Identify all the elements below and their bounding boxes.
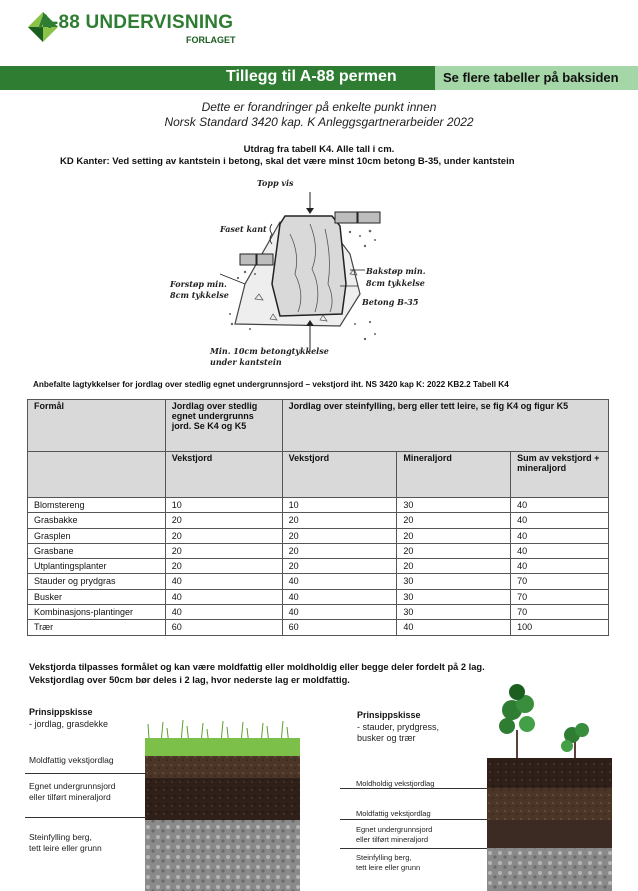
row-formal: Grasbane [28,543,166,558]
table-row [28,559,609,574]
row-formal: Stauder og prydgras [28,574,166,589]
row-value-c: 30 [397,605,511,620]
row-value-b: 20 [282,559,397,574]
header-steinfylling: Jordlag over steinfylling, berg eller tett leire, se fig K4 og figur K5 [282,400,608,452]
note-line-1: Vekstjorda tilpasses formålet og kan være moldfattig eller moldholdig eller begge deler fordelt på 2 lag. [29,662,485,672]
row-value-c: 20 [397,559,511,574]
note-line-2: Vekstjordlag over 50cm bør deles i 2 lag, hvor nederste lag er moldfattig. [29,675,350,685]
row-value-d: 40 [511,559,609,574]
left-layer-3a: Steinfylling berg, [29,832,92,842]
left-sketch-subtitle: - jordlag, grasdekke [29,719,109,729]
row-formal: Busker [28,589,166,604]
row-value-c: 30 [397,498,511,513]
label-betong: Betong B-35 [362,297,419,307]
row-formal: Grasbakke [28,513,166,528]
right-layer-3a: Egnet undergrunnsjord [356,825,433,834]
header-mineraljord: Mineraljord [397,452,511,498]
row-value-b: 40 [282,605,397,620]
right-sketch-sub-1: - stauder, prydgress, [357,722,440,732]
row-value-b: 20 [282,543,397,558]
label-min-1: Min. 10cm betongtykkelse [210,346,329,356]
right-layer-1: Moldholdig vekstjordlag [356,779,435,788]
row-value-b: 20 [282,528,397,543]
label-faset-kant: Faset kant [220,224,267,234]
row-value-d: 40 [511,498,609,513]
right-layer-4a: Steinfylling berg, [356,853,412,862]
banner-back-note: Se flere tabeller på baksiden [435,66,638,90]
header-sum: Sum av vekstjord + mineraljord [511,452,609,498]
left-layer-1: Moldfattig vekstjordlag [29,755,114,765]
left-divider-1 [25,773,147,774]
row-value-b: 40 [282,574,397,589]
row-value-c: 30 [397,574,511,589]
intro-line-2: Norsk Standard 3420 kap. K Anleggsgartnerarbeider 2022 [164,115,474,129]
row-value-b: 40 [282,589,397,604]
banner [0,66,638,90]
row-value-c: 30 [397,589,511,604]
table-row [28,528,609,543]
shrub-soil-profile-icon [487,680,612,891]
left-divider-2 [25,817,147,818]
row-value-a: 40 [165,605,282,620]
row-formal: Kombinasjons-plantinger [28,605,166,620]
row-value-d: 40 [511,513,609,528]
row-value-a: 20 [165,559,282,574]
brand-name: A-88 UNDERVISNING [38,12,234,33]
intro-line-1: Dette er forandringer på enkelte punkt innen [201,100,437,114]
brand-subtitle: FORLAGET [186,35,236,45]
header-vekstjord-1: Vekstjord [165,452,282,498]
table-row [28,605,609,620]
row-value-a: 10 [165,498,282,513]
left-layer-2b: eller tilført mineraljord [29,792,111,802]
row-value-a: 60 [165,620,282,635]
table-row [28,498,609,513]
row-value-d: 70 [511,605,609,620]
left-sketch-title: Prinsippskisse [29,707,93,717]
utdrag-heading: Utdrag fra tabell K4. Alle tall i cm. [243,144,395,155]
label-forstop-1: Forstøp min. [170,279,227,289]
banner-title: Tillegg til A-88 permen [226,68,397,85]
header-vekstjord-2: Vekstjord [282,452,397,498]
label-min-2: under kantstein [210,357,282,367]
row-formal: Utplantingsplanter [28,559,166,574]
row-value-b: 20 [282,513,397,528]
row-value-c: 20 [397,528,511,543]
row-value-c: 20 [397,543,511,558]
label-bakstop-1: Bakstøp min. [366,266,426,276]
row-value-a: 20 [165,543,282,558]
row-value-a: 40 [165,574,282,589]
table-row [28,543,609,558]
label-topp-vis: Topp vis [257,178,294,188]
right-layer-4b: tett leire eller grunn [356,863,421,872]
row-value-a: 40 [165,589,282,604]
table-caption: Anbefalte lagtykkelser for jordlag over stedlig egnet undergrunnsjord – vekstjord iht. NS 3420 kap K: 2022 KB2.2 Tabell K4 [33,380,509,389]
row-value-d: 70 [511,589,609,604]
row-value-d: 40 [511,543,609,558]
right-sketch-sub-2: busker og trær [357,733,416,743]
header-blank [28,452,166,498]
table-row [28,513,609,528]
row-value-b: 60 [282,620,397,635]
grass-soil-profile-icon [145,714,300,891]
right-layer-3b: eller tilført mineraljord [356,835,429,844]
right-divider-1 [340,788,487,789]
row-value-c: 40 [397,620,511,635]
kd-kanter-text: KD Kanter: Ved setting av kantstein i betong, skal det være minst 10cm betong B-35, under kantstein [60,156,515,167]
table-row [28,620,609,635]
row-formal: Trær [28,620,166,635]
row-value-d: 40 [511,528,609,543]
left-layer-3b: tett leire eller grunn [29,843,102,853]
row-formal: Blomstereng [28,498,166,513]
lagtykkelser-table [27,399,609,636]
row-value-d: 100 [511,620,609,635]
label-bakstop-2: 8cm tykkelse [366,278,425,288]
right-sketch-title: Prinsippskisse [357,710,421,720]
table-row [28,574,609,589]
kantstein-sketch [160,174,460,374]
header-formal: Formål [28,400,166,452]
row-formal: Grasplen [28,528,166,543]
label-forstop-2: 8cm tykkelse [170,290,229,300]
right-divider-2 [340,819,487,820]
row-value-b: 10 [282,498,397,513]
header-stedlig: Jordlag over stedlig egnet undergrunns jord. Se K4 og K5 [165,400,282,452]
right-layer-2: Moldfattig vekstjordlag [356,809,431,818]
row-value-d: 70 [511,574,609,589]
row-value-a: 20 [165,513,282,528]
left-layer-2a: Egnet undergrunnsjord [29,781,116,791]
right-divider-3 [340,848,487,849]
row-value-c: 20 [397,513,511,528]
table-row [28,589,609,604]
row-value-a: 20 [165,528,282,543]
